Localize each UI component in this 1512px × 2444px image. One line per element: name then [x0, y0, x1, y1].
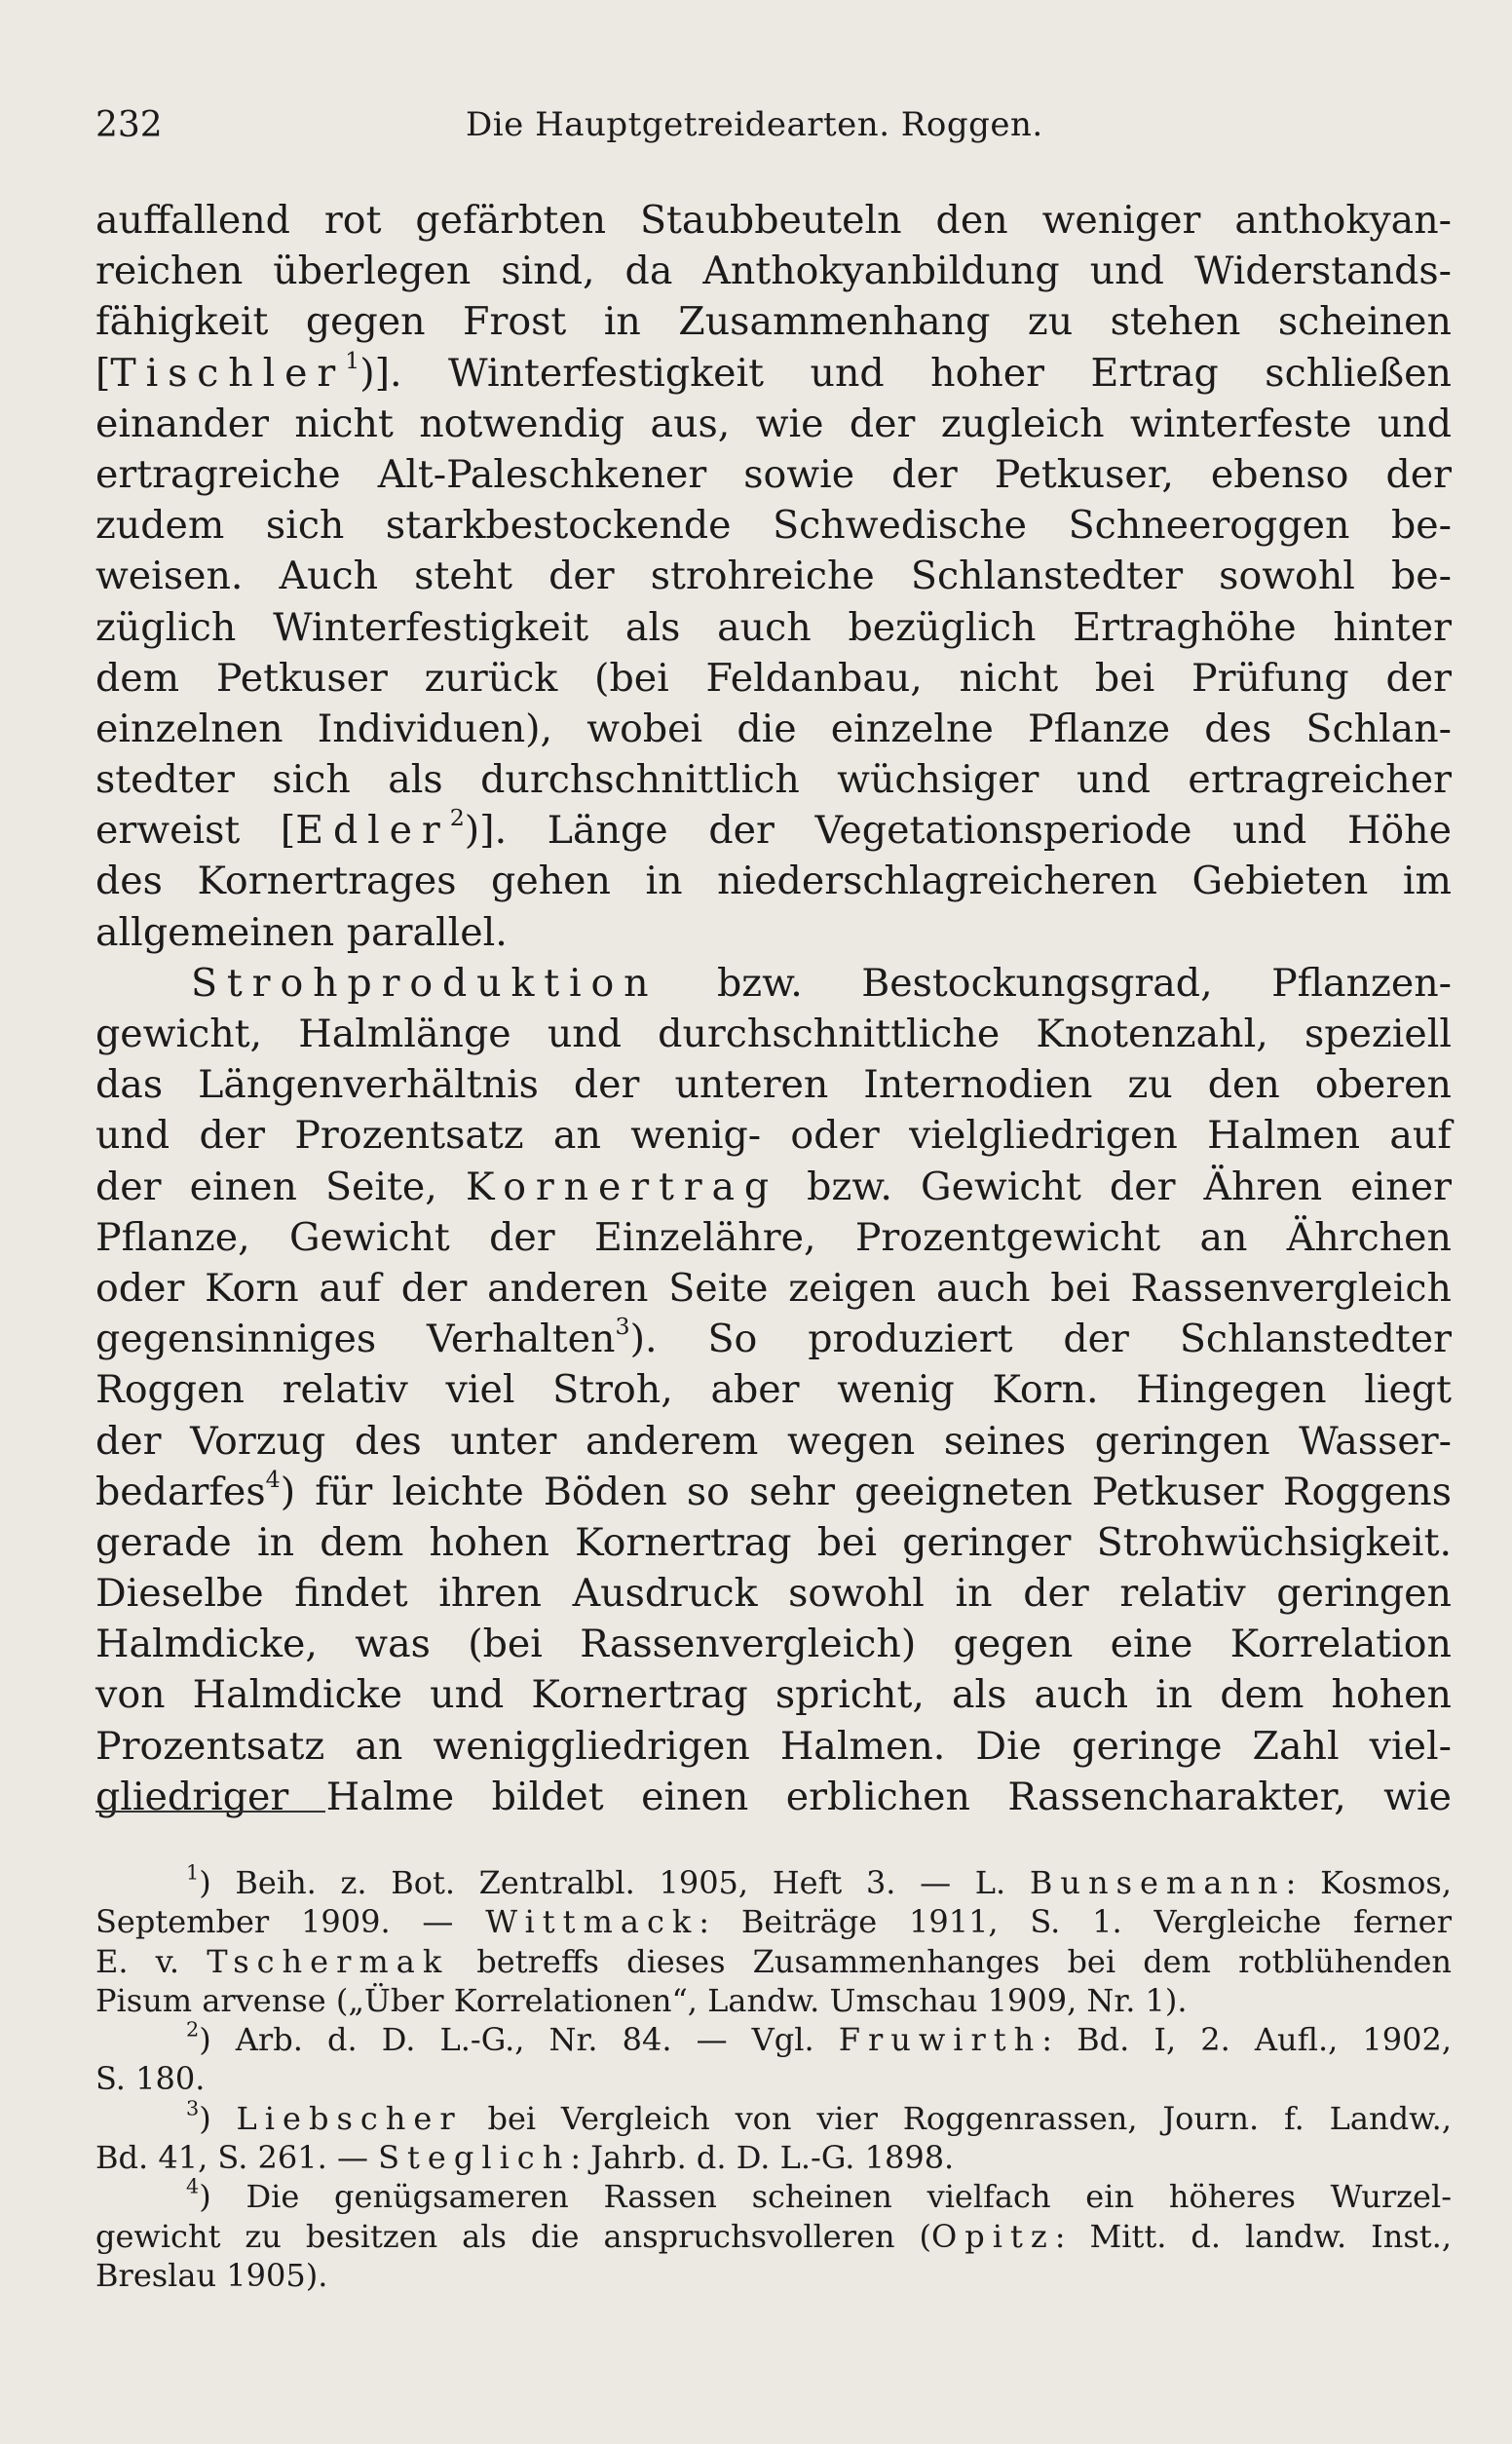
text-run: ). So produziert der Schlanstedter [629, 1317, 1452, 1362]
text-line: gliedriger Halme bildet einen erblichen Rassencharakter, wie [95, 1774, 1452, 1819]
spaced-term: Strohproduktion [191, 960, 659, 1006]
text-run: gewicht zu besitzen als die anspruchsvolleren ( [95, 2217, 932, 2255]
text-line: das Längenverhältnis der unteren Internodien zu den oberen [95, 1062, 1452, 1108]
text-run: : Mitt. d. landw. Inst., [1054, 2217, 1453, 2255]
author-name: Opitz [931, 2217, 1055, 2255]
text-run: ) Die genügsameren Rassen scheinen vielfach ein höheres Wurzel- [199, 2178, 1452, 2216]
text-run: bei Vergleich von vier Roggenrassen, Journ. f. Landw., [462, 2099, 1453, 2137]
footnote-mark: 4 [186, 2174, 200, 2198]
text-line [95, 348, 1452, 399]
text-line: einander nicht notwendig aus, wie der zugleich winterfeste und [95, 401, 1452, 446]
author-name: Tschermak [207, 1942, 450, 1980]
text-line: züglich Winterfestigkeit als auch bezüglich Ertraghöhe hinter [95, 604, 1452, 650]
text-run: ) [199, 2099, 237, 2137]
text-line: allgemeinen parallel. [95, 909, 508, 955]
text-line: Prozentsatz an weniggliedrigen Halmen. Die geringe Zahl viel- [95, 1723, 1452, 1769]
text-line: ertragreiche Alt-Paleschkener sowie der Petkuser, ebenso der [95, 451, 1452, 497]
running-title: Die Hauptgetreidearten. Roggen. [466, 105, 1043, 144]
footnote-line: S. 180. [95, 2060, 206, 2098]
footnote-1 [95, 1860, 1453, 1902]
footnote-line: Breslau 1905). [95, 2256, 328, 2294]
text-line: der Vorzug des unter anderem wegen seines geringen Wasser- [95, 1418, 1452, 1464]
page-header [95, 105, 1452, 164]
text-line: auffallend rot gefärbten Staubbeuteln den weniger anthokyan- [95, 198, 1452, 243]
author-name: Steglich [378, 2139, 571, 2177]
text-line: Halmdicke, was (bei Rassenvergleich) gegen eine Korrelation [95, 1622, 1452, 1667]
text-run: Bd. 41, S. 261. — [95, 2139, 379, 2177]
text-run: ) Arb. d. D. L.-G., Nr. 84. — Vgl. [199, 2021, 839, 2059]
footnote-4 [95, 2174, 1452, 2216]
text-run: bzw. Bestockungsgrad, Pflanzen- [658, 960, 1452, 1006]
footnote-line [95, 1942, 1452, 1981]
text-run: : Kosmos, [1285, 1864, 1453, 1901]
text-run: bedarfes [95, 1469, 266, 1514]
author-name: Bunsemann [1029, 1864, 1286, 1901]
text-line: zudem sich starkbestockende Schwedische Schneeroggen be- [95, 503, 1452, 549]
text-line: weisen. Auch steht der strohreiche Schlanstedter sowohl be- [95, 554, 1452, 599]
text-run: ) Beih. z. Bot. Zentralbl. 1905, Heft 3. — L. [199, 1864, 1030, 1901]
text-run: erweist [ [95, 808, 296, 854]
text-line [95, 805, 1452, 856]
text-run: : Bd. I, 2. Aufl., 1902, [1041, 2021, 1453, 2059]
page-number: 232 [95, 105, 163, 145]
footnote-ref: 2 [449, 804, 465, 832]
text-line: Pflanze, Gewicht der Einzelähre, Prozentgewicht an Ährchen [95, 1214, 1452, 1260]
text-line: und der Prozentsatz an wenig- oder vielgliedrigen Halmen auf [95, 1113, 1452, 1159]
text-run: : Beiträge 1911, S. 1. Vergleiche ferner [699, 1903, 1452, 1941]
text-line [95, 1162, 1452, 1212]
text-run: bzw. Gewicht der Ähren einer [778, 1164, 1452, 1209]
author-name: Wittmack [485, 1903, 699, 1941]
text-run: E. v. [95, 1942, 208, 1980]
text-line: reichen überlegen sind, da Anthokyanbildung und Widerstands- [95, 248, 1452, 294]
author-name: Tischler [110, 350, 346, 396]
text-line: oder Korn auf der anderen Seite zeigen auch bei Rassenvergleich [95, 1265, 1452, 1311]
text-run: gegensinniges Verhalten [95, 1317, 616, 1362]
bracket: [ [95, 350, 111, 396]
text-line: stedter sich als durchschnittlich wüchsiger und ertragreicher [95, 757, 1452, 803]
text-run: )]. Länge der Vegetationsperiode und Höhe [464, 808, 1452, 854]
text-run: September 1909. — [95, 1903, 486, 1941]
footnote-line [95, 2217, 1452, 2256]
text-run: )]. Winterfestigkeit und hoher Ertrag schließen [359, 350, 1452, 396]
text-line [95, 958, 1452, 1009]
text-line [95, 1467, 1452, 1517]
text-run: betreffs dieses Zusammenhanges bei dem rotblühenden [449, 1942, 1452, 1980]
main-text [95, 195, 1452, 1822]
author-name: Fruwirth [838, 2021, 1042, 2059]
text-line: gewicht, Halmlänge und durchschnittliche Knotenzahl, speziell [95, 1012, 1452, 1056]
footnotes [95, 1860, 1453, 2295]
footnote-line [95, 2138, 1452, 2177]
text-line: Dieselbe findet ihren Ausdruck sowohl in der relativ geringen [95, 1571, 1452, 1617]
text-line: dem Petkuser zurück (bei Feldanbau, nicht bei Prüfung der [95, 655, 1452, 701]
footnote-ref: 3 [615, 1313, 630, 1341]
text-run: ) für leichte Böden so sehr geeigneten Petkuser Roggens [280, 1469, 1452, 1514]
footnote-mark: 2 [186, 2017, 200, 2042]
author-name: Edler [295, 808, 450, 854]
footnote-2 [95, 2017, 1453, 2059]
text-line: gerade in dem hohen Kornertrag bei geringer Strohwüchsigkeit. [95, 1519, 1452, 1565]
footnote-line: Pisum arvense („Über Korrelationen“, Landw. Umschau 1909, Nr. 1). [95, 1981, 1188, 2019]
text-line: einzelnen Individuen), wobei die einzelne Pflanze des Schlan- [95, 706, 1452, 751]
text-run: : Jahrb. d. D. L.-G. 1898. [570, 2139, 955, 2177]
footnote-mark: 1 [186, 1860, 200, 1885]
text-line: fähigkeit gegen Frost in Zusammenhang zu stehen scheinen [95, 299, 1452, 345]
spaced-term: Kornertrag [465, 1164, 779, 1209]
footnote-divider [95, 1811, 325, 1813]
footnote-mark: 3 [186, 2096, 200, 2120]
text-line: Roggen relativ viel Stroh, aber wenig Korn. Hingegen liegt [95, 1367, 1452, 1413]
text-run: der einen Seite, [95, 1164, 466, 1209]
footnote-ref: 1 [345, 346, 360, 374]
footnote-line [95, 1902, 1452, 1941]
text-line: von Halmdicke und Kornertrag spricht, als auch in dem hohen [95, 1672, 1452, 1718]
author-name: Liebscher [236, 2099, 463, 2137]
text-line [95, 1314, 1452, 1364]
text-line: des Kornertrages gehen in niederschlagreicheren Gebieten im [95, 859, 1452, 904]
footnote-3 [95, 2096, 1453, 2138]
footnote-ref: 4 [265, 1465, 281, 1493]
